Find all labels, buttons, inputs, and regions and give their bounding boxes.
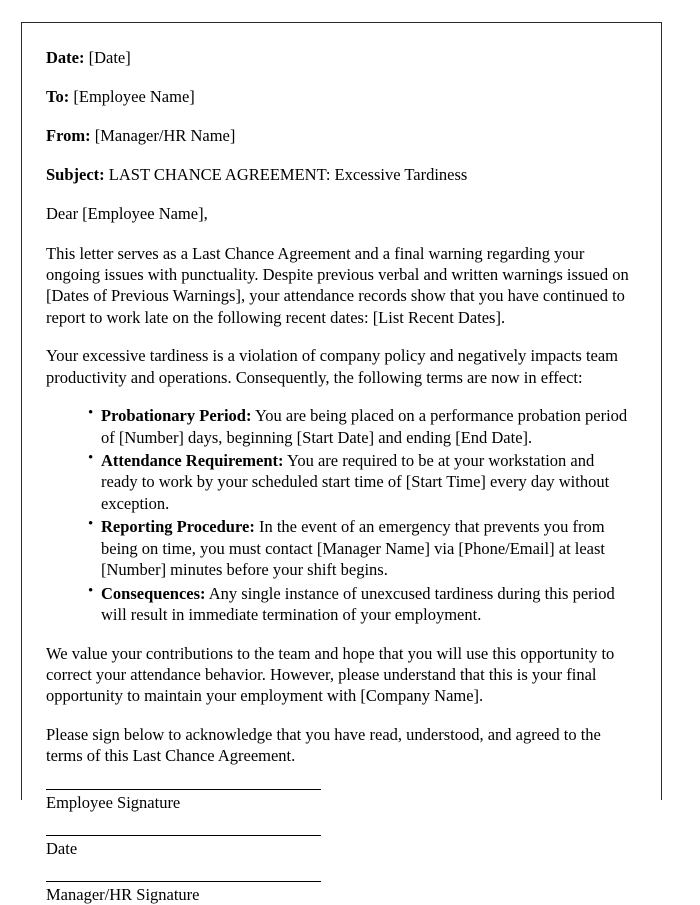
signature-rule-manager[interactable] (46, 881, 321, 882)
signature-group-employee (46, 789, 631, 813)
header-value-date: [Date] (88, 48, 131, 67)
header-label-to: To: (46, 87, 70, 107)
term-text-reporting-procedure: In the event of an emergency that prevents you from being on time, you must contact [Manager Name] via [Phone/Email] at least [Number] minutes before your shift begins. (101, 517, 606, 580)
list-item (88, 405, 631, 448)
header-field-from (46, 125, 631, 146)
signature-label-date: Date (46, 838, 78, 858)
signature-rule-employee[interactable] (46, 789, 321, 790)
list-item (88, 450, 631, 514)
term-label-attendance-requirement: Attendance Requirement: (101, 451, 284, 471)
header-field-to (46, 86, 631, 107)
header-label-subject: Subject: (46, 165, 105, 185)
signature-label-employee: Employee Signature (46, 792, 181, 812)
signature-group-date (46, 835, 631, 859)
header-field-subject (46, 164, 631, 185)
term-label-consequences: Consequences: (101, 583, 206, 603)
paragraph-acknowledgement: Please sign below to acknowledge that you have read, understood, and agreed to the terms of this Last Chance Agreement. (46, 724, 601, 766)
term-label-probationary-period: Probationary Period: (101, 406, 252, 426)
signature-label-manager: Manager/HR Signature (46, 884, 200, 904)
paragraph-intro: This letter serves as a Last Chance Agreement and a final warning regarding your ongoing issues with punctuality. Despite previous verbal and written warnings issued on [Dates of Previous Warnings], your attendance records show that you have continued to report to work late on the following recent dates: [List Recent Dates]. (46, 243, 629, 327)
terms-list (46, 405, 631, 625)
header-value-from: [Manager/HR Name] (94, 126, 236, 146)
signature-group-manager (46, 881, 631, 905)
signature-rule-date[interactable] (46, 835, 321, 836)
header-label-date: Date: (46, 48, 85, 67)
paragraph-violation: Your excessive tardiness is a violation of company policy and negatively impacts team productivity and operations. Consequently, the following terms are now in effect: (46, 346, 619, 387)
header-label-from: From: (46, 126, 91, 146)
salutation: Dear [Employee Name], (46, 204, 208, 224)
document-body (22, 23, 661, 905)
term-text-probationary-period: You are being placed on a performance probation period of [Number] days, beginning [Start Date] and ending [End Date]. (101, 406, 628, 447)
list-item (88, 583, 631, 626)
document-page (21, 22, 662, 904)
paragraph-closing: We value your contributions to the team and hope that you will use this opportunity to correct your attendance behavior. However, please understand that this is your final opportunity to maintain your employment with [Company Name]. (46, 643, 615, 706)
header-value-to: [Employee Name] (73, 87, 195, 107)
header-value-subject: LAST CHANCE AGREEMENT: Excessive Tardiness (108, 165, 468, 185)
term-text-consequences: Any single instance of unexcused tardiness during this period will result in immediate termination of your employment. (101, 583, 615, 625)
header-field-date (46, 47, 631, 68)
signature-block (46, 789, 631, 905)
list-item (88, 516, 631, 580)
term-label-reporting-procedure: Reporting Procedure: (101, 517, 255, 537)
term-text-attendance-requirement: You are required to be at your workstation and ready to work by your scheduled start time of [Start Time] every day without exception. (101, 451, 610, 513)
